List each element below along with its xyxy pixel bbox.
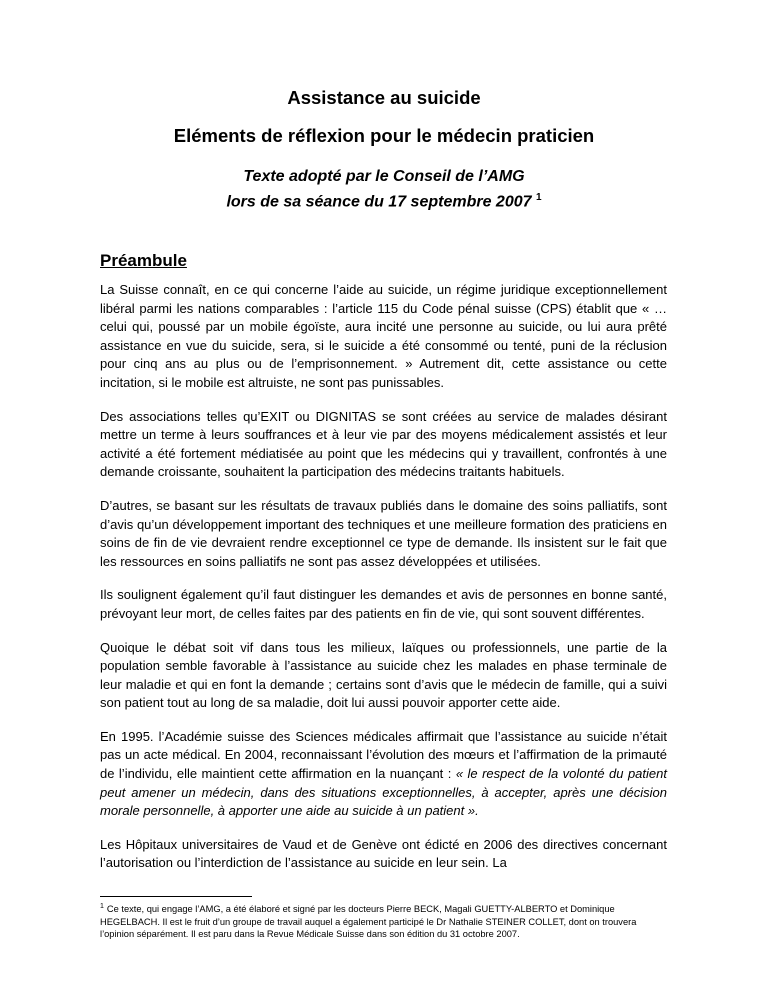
- document-body: [100, 281, 667, 888]
- paragraph: Des associations telles qu’EXIT ou DIGNITAS se sont créées au service de malades désirant mettre un terme à leurs souffrances et à leur vie par des moyens médicalement assistés et leur activité a été fortement médiatisée au point que les médecins qui y travaillent, confrontés à une demande croissante, souhaitent la participation des médecins traitants habituels.: [100, 408, 667, 480]
- quotation: « le respect de la volonté du patient peut amener un médecin, dans des situations exceptionnelles, à accepter, après une décision morale personnelle, à apporter une aide au suicide à un patient ».: [100, 766, 667, 819]
- section-heading-preambule: Préambule: [100, 251, 187, 270]
- document-subtitle: Eléments de réflexion pour le médecin praticien: [173, 125, 595, 146]
- footnote-divider: [100, 896, 252, 897]
- paragraph-text: En 1995. l’Académie suisse des Sciences médicales affirmait que l’assistance au suicide n’était pas un acte médical. En 2004, reconnaissant l’évolution des mœurs et l’affirmation de la primauté de l’individu, elle maintient cette affirmation en la nuançant :: [100, 728, 667, 782]
- paragraph-with-quote: [100, 728, 667, 821]
- paragraph: Les Hôpitaux universitaires de Vaud et de Genève ont édicté en 2006 des directives concernant l’autorisation ou l’interdiction de l’assistance au suicide en leur sein. La: [100, 836, 667, 871]
- paragraph: D’autres, se basant sur les résultats de travaux publiés dans le domaine des soins palliatifs, sont d’avis qu’un développement important des techniques et une meilleure formation des praticiens en soins de fin de vie devraient rendre exceptionnel ce type de demande. Ils insistent sur le fait que les ressources en soins palliatifs ne sont pas assez développées et utilisées.: [100, 497, 667, 569]
- footnote: [100, 901, 667, 941]
- footnote-reference: 1: [535, 192, 542, 203]
- adoption-line-1: Texte adopté par le Conseil de l’AMG: [243, 168, 525, 185]
- footnote-marker: 1: [100, 903, 104, 910]
- document-title: Assistance au suicide: [287, 87, 481, 108]
- adoption-date-text: lors de sa séance du 17 septembre 2007: [226, 193, 532, 211]
- paragraph: La Suisse connaît, en ce qui concerne l’aide au suicide, un régime juridique exceptionnellement libéral parmi les nations comparables : l’article 115 du Code pénal suisse (CPS) établit que « …celui qui, poussé par un mobile égoïste, aura incité une personne au suicide, ou lui aura prêté assistance en vue du suicide, sera, si le suicide a été consommé ou tenté, puni de la réclusion pour cinq ans au plus ou de l’emprisonnement. » Autrement dit, cette assistance ou cette incitation, si le mobile est altruiste, ne sont pas punissables.: [100, 282, 667, 390]
- paragraph: Quoique le débat soit vif dans tous les milieux, laïques ou professionnels, une partie de la population semble favorable à l’assistance au suicide chez les malades en phase terminale de leur maladie et qui en font la demande ; certains sont d’avis que le médecin de famille, qui a suivi son patient tout au long de sa maladie, doit lui aussi pouvoir apporter cette aide.: [100, 639, 667, 711]
- paragraph: Ils soulignent également qu’il faut distinguer les demandes et avis de personnes en bonne santé, prévoyant leur mort, de celles faites par des patients en fin de vie, qui sont souvent différentes.: [100, 587, 667, 621]
- adoption-line-2: [0, 187, 768, 212]
- footnote-text: Ce texte, qui engage l’AMG, a été élaboré et signé par les docteurs Pierre BECK, Magali GUETTY-ALBERTO et Dominique HEGELBACH. Il est le fruit d’un groupe de travail auquel a également participé le Dr Nathalie STEINER COLLET, dont on trouvera l’opinion séparément. Il est paru dans la Revue Médicale Suisse dans son édition du 31 octobre 2007.: [100, 904, 637, 940]
